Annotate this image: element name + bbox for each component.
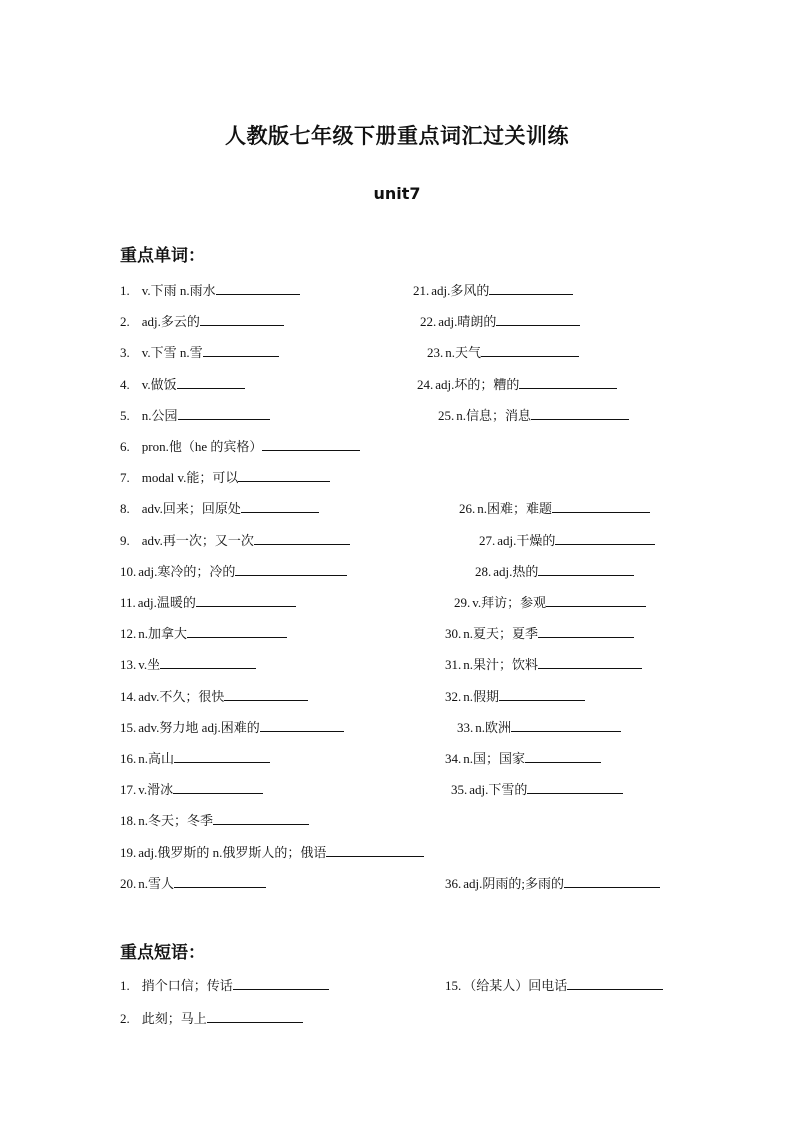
vocab-item	[451, 781, 623, 798]
item-prompt: adv.努力地 adj.困难的	[138, 719, 260, 735]
item-number: 12.	[120, 626, 137, 642]
item-prompt: （给某人）回电话	[463, 978, 568, 993]
item-prompt: n.公园	[141, 407, 178, 423]
vocab-item	[120, 500, 319, 517]
answer-blank[interactable]	[564, 875, 660, 888]
item-prompt: n.雪人	[138, 875, 175, 891]
answer-blank[interactable]	[538, 656, 642, 669]
item-number: 5.	[120, 407, 130, 423]
item-prompt: adj.阴雨的;多雨的	[463, 875, 564, 891]
item-prompt: v.做饭	[141, 376, 177, 392]
item-number: 24.	[417, 376, 434, 392]
vocab-item	[120, 376, 245, 393]
answer-blank[interactable]	[326, 844, 424, 857]
answer-blank[interactable]	[499, 688, 585, 701]
answer-blank[interactable]	[213, 812, 309, 825]
answer-blank[interactable]	[555, 532, 655, 545]
answer-blank[interactable]	[173, 781, 263, 794]
item-prompt: n.加拿大	[138, 626, 188, 642]
item-number: 11.	[120, 595, 136, 610]
words-section-heading: 重点单词：	[120, 246, 205, 266]
item-prompt: v.坐	[138, 657, 161, 673]
item-prompt: adj.热的	[493, 563, 539, 579]
vocab-item	[120, 688, 308, 705]
item-number: 29.	[454, 595, 471, 610]
item-prompt: adv.不久；很快	[138, 688, 225, 704]
item-prompt: adj.俄罗斯的 n.俄罗斯人的；俄语	[138, 844, 327, 860]
item-prompt: pron.他（he 的宾格）	[141, 439, 263, 454]
answer-blank[interactable]	[481, 344, 579, 357]
vocab-item	[417, 376, 617, 393]
item-number: 15.	[120, 719, 137, 735]
item-number: 3.	[120, 345, 130, 361]
item-prompt: n.假期	[463, 688, 500, 704]
item-number: 13.	[120, 657, 137, 673]
vocab-item	[445, 750, 601, 767]
vocab-item	[120, 781, 263, 798]
vocab-item	[438, 407, 629, 424]
answer-blank[interactable]	[254, 532, 350, 545]
vocab-item	[120, 977, 329, 994]
answer-blank[interactable]	[525, 750, 601, 763]
item-prompt: modal v.能；可以	[141, 470, 239, 486]
item-number: 27.	[479, 532, 496, 548]
item-number: 2.	[120, 314, 130, 330]
answer-blank[interactable]	[235, 563, 347, 576]
vocab-item	[120, 1010, 303, 1027]
item-number: 33.	[457, 719, 474, 735]
vocab-item	[459, 500, 650, 517]
item-number: 17.	[120, 782, 137, 798]
item-number: 20.	[120, 875, 137, 891]
answer-blank[interactable]	[174, 875, 266, 888]
answer-blank[interactable]	[538, 563, 634, 576]
item-prompt: n.欧洲	[475, 719, 512, 735]
item-prompt: adj.下雪的	[469, 782, 528, 798]
vocab-item	[445, 625, 634, 642]
vocab-item	[445, 875, 660, 892]
answer-blank[interactable]	[177, 376, 245, 389]
item-prompt: n.夏天；夏季	[463, 626, 539, 642]
answer-blank[interactable]	[496, 313, 580, 326]
item-number: 18.	[120, 813, 137, 829]
vocab-item	[120, 313, 284, 330]
vocab-item	[420, 313, 580, 330]
answer-blank[interactable]	[489, 282, 573, 295]
vocab-item	[457, 719, 621, 736]
item-number: 15.	[445, 978, 462, 993]
answer-blank[interactable]	[178, 407, 270, 420]
answer-blank[interactable]	[224, 688, 308, 701]
item-number: 25.	[438, 407, 455, 423]
item-prompt: adv.回来；回原处	[141, 501, 241, 517]
answer-blank[interactable]	[519, 376, 617, 389]
item-prompt: n.果汁；饮料	[463, 657, 539, 673]
item-prompt: adj.寒冷的；冷的	[138, 563, 236, 579]
vocab-item	[120, 438, 360, 455]
answer-blank[interactable]	[538, 625, 634, 638]
item-number: 7.	[120, 470, 130, 486]
answer-blank[interactable]	[241, 500, 319, 513]
item-prompt: adj.多风的	[431, 283, 490, 298]
item-prompt: adj.坏的；糟的	[435, 376, 520, 392]
item-prompt: adj.温暖的	[137, 595, 196, 610]
item-prompt: n.信息；消息	[456, 407, 532, 423]
item-number: 28.	[475, 563, 492, 579]
item-number: 22.	[420, 314, 437, 330]
item-number: 9.	[120, 532, 130, 548]
answer-blank[interactable]	[552, 500, 650, 513]
vocab-item	[120, 812, 309, 829]
answer-blank[interactable]	[187, 625, 287, 638]
vocab-item	[120, 594, 296, 611]
item-number: 34.	[445, 751, 462, 766]
answer-blank[interactable]	[203, 344, 279, 357]
item-prompt: adj.晴朗的	[438, 314, 497, 330]
vocab-item	[120, 719, 344, 736]
vocab-item	[120, 469, 330, 486]
answer-blank[interactable]	[160, 656, 256, 669]
item-prompt: n.国；国家	[463, 751, 526, 766]
vocab-item	[454, 594, 646, 611]
item-number: 36.	[445, 875, 462, 891]
answer-blank[interactable]	[527, 781, 623, 794]
item-prompt: n.冬天；冬季	[138, 813, 214, 829]
item-number: 23.	[427, 345, 444, 361]
item-prompt: n.困难；难题	[477, 501, 553, 517]
phrases-section-heading: 重点短语：	[120, 943, 205, 963]
item-prompt: v.拜访；参观	[472, 595, 547, 610]
item-number: 6.	[120, 439, 130, 454]
item-prompt: adj.干燥的	[497, 532, 556, 548]
item-prompt: n.高山	[138, 751, 175, 766]
vocab-item	[445, 688, 585, 705]
item-number: 1.	[120, 283, 130, 298]
item-number: 4.	[120, 376, 130, 392]
vocab-item	[120, 532, 350, 549]
item-number: 35.	[451, 782, 468, 798]
item-number: 21.	[413, 283, 430, 298]
vocab-item	[120, 282, 300, 299]
vocab-item	[120, 656, 256, 673]
item-number: 30.	[445, 626, 462, 642]
vocab-item	[120, 875, 266, 892]
item-prompt: 捎个口信；传话	[141, 978, 233, 993]
answer-blank[interactable]	[260, 719, 344, 732]
answer-blank[interactable]	[233, 977, 329, 990]
answer-blank[interactable]	[531, 407, 629, 420]
item-number: 8.	[120, 501, 130, 517]
answer-blank[interactable]	[567, 977, 663, 990]
vocab-item	[413, 282, 573, 299]
item-number: 2.	[120, 1011, 130, 1026]
item-prompt: n.天气	[445, 345, 482, 361]
item-prompt: v.滑冰	[138, 782, 174, 798]
answer-blank[interactable]	[207, 1010, 303, 1023]
vocab-item	[427, 344, 579, 361]
page-title: 人教版七年级下册重点词汇过关训练	[225, 124, 569, 148]
answer-blank[interactable]	[511, 719, 621, 732]
vocab-item	[120, 625, 287, 642]
vocab-item	[120, 407, 270, 424]
item-prompt: adj.多云的	[141, 314, 200, 330]
answer-blank[interactable]	[546, 594, 646, 607]
item-prompt: v.下雪 n.雪	[141, 345, 203, 361]
answer-blank[interactable]	[196, 594, 296, 607]
item-number: 32.	[445, 688, 462, 704]
item-number: 26.	[459, 501, 476, 517]
item-number: 16.	[120, 751, 137, 766]
vocab-item	[120, 563, 347, 580]
item-number: 19.	[120, 844, 137, 860]
item-number: 31.	[445, 657, 462, 673]
vocab-item	[479, 532, 655, 549]
item-number: 1.	[120, 978, 130, 993]
vocab-item	[120, 844, 424, 861]
item-prompt: 此刻；马上	[141, 1011, 207, 1026]
vocab-item	[120, 344, 279, 361]
item-number: 14.	[120, 688, 137, 704]
vocab-item	[475, 563, 634, 580]
answer-blank[interactable]	[200, 313, 284, 326]
item-prompt: adv.再一次；又一次	[141, 532, 254, 548]
unit-heading: unit7	[373, 184, 421, 203]
vocab-item	[120, 750, 270, 767]
answer-blank[interactable]	[238, 469, 330, 482]
answer-blank[interactable]	[174, 750, 270, 763]
answer-blank[interactable]	[216, 282, 300, 295]
answer-blank[interactable]	[262, 438, 360, 451]
vocab-item	[445, 656, 642, 673]
item-number: 10.	[120, 563, 137, 579]
vocab-item	[445, 977, 663, 994]
item-prompt: v.下雨 n.雨水	[141, 283, 216, 298]
